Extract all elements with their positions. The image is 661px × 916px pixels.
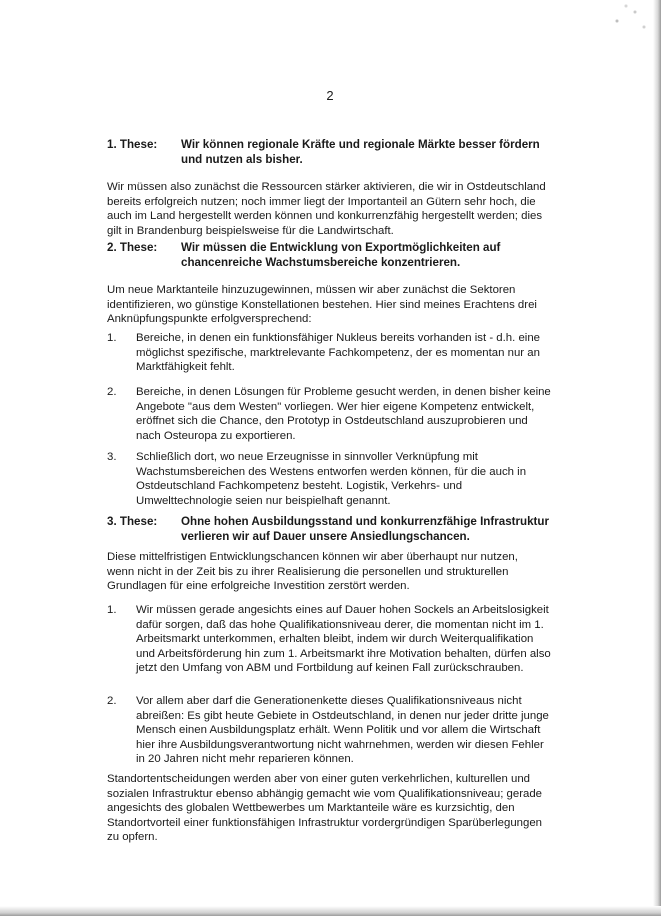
list-number: 3. — [107, 451, 117, 463]
list-text: Wir müssen gerade angesichts eines auf Dauer hohen Sockels an Arbeitslosigkeit dafür sorgen, daß das hohe Qualifikationsniveau derer, die momentan nicht im 1. Arbeitsmarkt unterkommen, erhalten bleibt, indem wir durch Weiterqualifikation und Arbeitsförderung hin zum 1. Arbeitsmarkt ihre Motivation behalten, dürfen also jetzt den Umfang von ABM und Fortbildung auf keinen Fall zurückschrauben. — [136, 604, 551, 674]
scan-edge — [653, 0, 661, 916]
thesis-text: Wir müssen die Entwicklung von Exportmöglichkeiten auf chancenreiche Wachstumsbereiche konzentrieren. — [181, 241, 501, 269]
list-text: Bereiche, in denen ein funktionsfähiger Nukleus bereits vorhanden ist - d.h. eine möglichst spezifische, marktrelevante Fachkompetenz, der es momentan nur an Marktfähigkeit fehlt. — [136, 332, 540, 373]
paragraph: Um neue Marktanteile hinzuzugewinnen, müssen wir aber zunächst die Sektoren identifizieren, wo günstige Konstellationen bestehen. Hier sind meines Erachtens drei Anknüpfungspunkte erfolgversprechend: — [107, 284, 537, 325]
list-number: 1. — [107, 604, 117, 616]
scan-noise — [593, 0, 653, 60]
paragraph: Standortentscheidungen werden aber von einer guten verkehrlichen, kulturellen und sozialen Infrastruktur ebenso abhängig gemacht wie vom Qualifikationsniveau; gerade angesichts des globalen Wettbewerbes um Marktanteile wäre es kurzsichtig, den Standortvorteil einer funktionsfähigen Infrastruktur vordergründigen Sparüberlegungen zu opfern. — [107, 773, 543, 843]
thesis-label: 2. These: — [107, 241, 158, 254]
thesis-label: 3. These: — [107, 515, 158, 528]
thesis-text: Ohne hohen Ausbildungsstand und konkurrenzfähige Infrastruktur verlieren wir auf Dauer unsere Ansiedlungschancen. — [181, 515, 550, 543]
scan-edge-bottom — [0, 906, 661, 916]
paragraph: Diese mittelfristigen Entwicklungschancen können wir aber überhaupt nur nutzen, wenn nicht in der Zeit bis zu ihrer Realisierung die personellen und strukturellen Grundlagen für eine erfolgreiche Investition zerstört werden. — [107, 551, 518, 592]
list-number: 1. — [107, 332, 117, 344]
paragraph: Wir müssen also zunächst die Ressourcen stärker aktivieren, die wir in Ostdeutschland bereits erfolgreich nutzen; noch immer liegt der Importanteil an Gütern sehr hoch, die auch im Land hergestellt werden können und konkurrenzfähig hergestellt werden; dies gilt in Brandenburg beispielsweise für die Landwirtschaft. — [107, 181, 546, 237]
thesis-label: 1. These: — [107, 138, 158, 151]
list-text: Vor allem aber darf die Generationenkette dieses Qualifikationsniveaus nicht abreißen: Es gibt heute Gebiete in Ostdeutschland, in denen nur jeder dritte junge Mensch einen Ausbildungsplatz erhält. Wenn Politik und vor allem die Wirtschaft hier ihre Ausbildungsverantwortung nicht wahrnehmen, werden wir diesen Fehler in 20 Jahren nicht mehr reparieren können. — [136, 695, 549, 765]
list-number: 2. — [107, 695, 117, 707]
page-number: 2 — [326, 88, 334, 103]
list-text: Schließlich dort, wo neue Erzeugnisse in sinnvoller Verknüpfung mit Wachstumsbereichen des Westens entworfen werden können, für die auch in Ostdeutschland Fachkompetenz besteht. Logistik, Verkehrs- und Umwelttechnologie seien nur beispielhaft genannt. — [136, 451, 527, 507]
thesis-text: Wir können regionale Kräfte und regionale Märkte besser fördern und nutzen als bisher. — [181, 138, 540, 166]
list-number: 2. — [107, 386, 117, 398]
list-text: Bereiche, in denen Lösungen für Probleme gesucht werden, in denen bisher keine Angebote "aus dem Westen" vorliegen. Wer hier eigene Kompetenz entwickelt, eröffnet sich die Chance, den Prototyp in Ostdeutschland auszuprobieren und nach Osteuropa zu exportieren. — [136, 386, 551, 442]
